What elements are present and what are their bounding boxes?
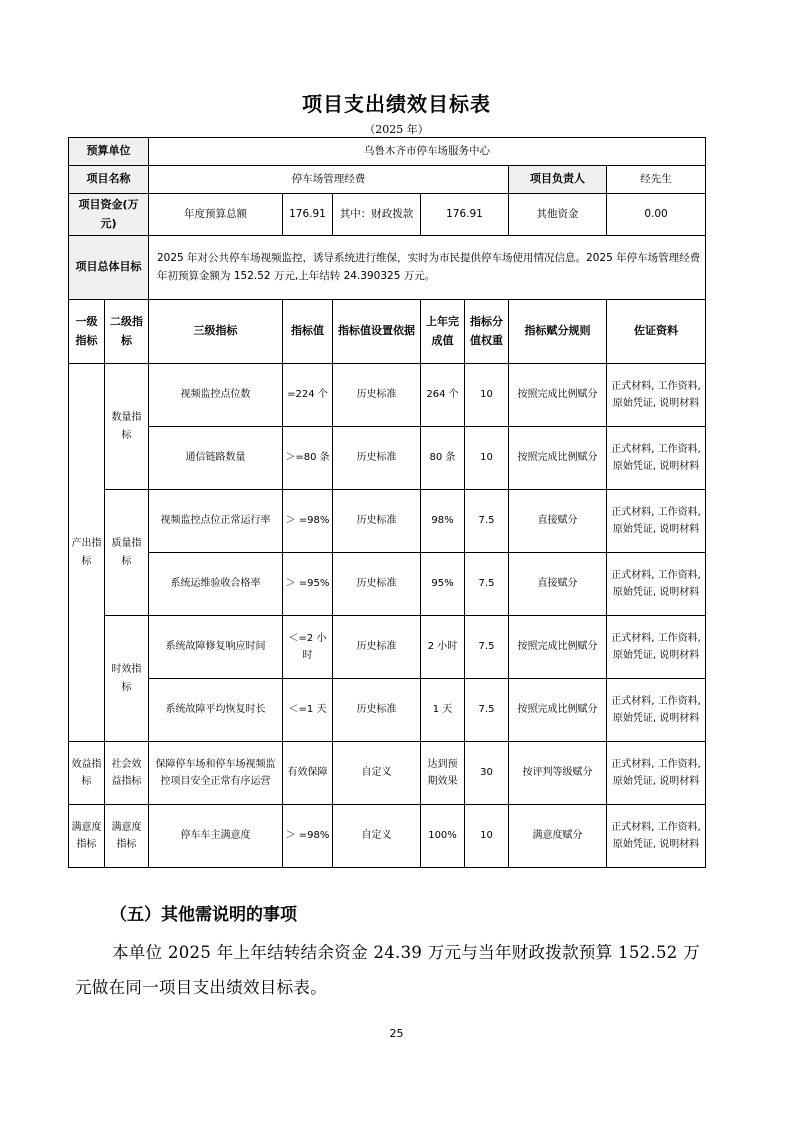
indicator-weight: 10 — [465, 427, 509, 490]
indicator-value: ＜=2 小时 — [283, 616, 333, 679]
indicator-basis: 历史标准 — [333, 616, 421, 679]
indicator-evidence: 正式材料, 工作资料, 原始凭证, 说明材料 — [607, 805, 706, 868]
indicator-evidence: 正式材料, 工作资料, 原始凭证, 说明材料 — [607, 679, 706, 742]
other-value: 0.00 — [607, 194, 706, 236]
page-title: 项目支出绩效目标表 — [302, 92, 491, 116]
indicator-weight: 7.5 — [465, 553, 509, 616]
indicator-evidence: 正式材料, 工作资料, 原始凭证, 说明材料 — [607, 490, 706, 553]
indicator-value: =224 个 — [283, 364, 333, 427]
indicator-value: ＜=1 天 — [283, 679, 333, 742]
indicator-basis: 历史标准 — [333, 427, 421, 490]
indicator-basis: 历史标准 — [333, 679, 421, 742]
table-row — [69, 805, 706, 868]
indicator-name: 系统故障平均恢复时长 — [149, 679, 283, 742]
table-row — [69, 679, 706, 742]
goal-text: 2025 年对公共停车场视频监控，诱导系统进行维保，实时为市民提供停车场使用情况信息。2025 年停车场管理经费年初预算金额为 152.52 万元,上年结转 24.390325 万元。 — [149, 236, 706, 300]
header-level1: 一级指标 — [69, 300, 105, 364]
indicator-basis: 自定义 — [333, 805, 421, 868]
indicator-rule: 按照完成比例赋分 — [509, 427, 607, 490]
indicator-value: ＞ =98% — [283, 490, 333, 553]
indicator-prev: 2 小时 — [421, 616, 465, 679]
funds-label: 项目资金(万元) — [69, 194, 149, 236]
unit-label: 预算单位 — [69, 138, 149, 166]
indicator-prev: 98% — [421, 490, 465, 553]
page-number: 25 — [389, 1027, 404, 1040]
group-timeliness: 时效指标 — [105, 616, 149, 742]
indicator-prev: 1 天 — [421, 679, 465, 742]
table-row — [69, 616, 706, 679]
indicator-name: 视频监控点位数 — [149, 364, 283, 427]
indicator-name: 系统运维验收合格率 — [149, 553, 283, 616]
group-output: 产出指标 — [69, 364, 105, 742]
indicator-weight: 10 — [465, 364, 509, 427]
indicator-name: 通信链路数量 — [149, 427, 283, 490]
header-weight: 指标分值权重 — [465, 300, 509, 364]
indicator-basis: 历史标准 — [333, 364, 421, 427]
annual-label: 年度预算总额 — [149, 194, 283, 236]
indicator-evidence: 正式材料, 工作资料, 原始凭证, 说明材料 — [607, 553, 706, 616]
indicator-weight: 7.5 — [465, 490, 509, 553]
indicator-prev: 264 个 — [421, 364, 465, 427]
indicator-prev: 达到预期效果 — [421, 742, 465, 805]
fiscal-value: 176.91 — [421, 194, 509, 236]
goal-label: 项目总体目标 — [69, 236, 149, 300]
indicator-name: 停车车主满意度 — [149, 805, 283, 868]
header-level3: 三级指标 — [149, 300, 283, 364]
group-quality: 质量指标 — [105, 490, 149, 616]
indicator-name: 保障停车场和停车场视频监控项目安全正常有序运营 — [149, 742, 283, 805]
indicator-value: ＞=80 条 — [283, 427, 333, 490]
indicator-weight: 7.5 — [465, 616, 509, 679]
body-paragraph: 本单位 2025 年上年结转结余资金 24.39 万元与当年财政拨款预算 152.52 万元做在同一项目支出绩效目标表。 — [75, 943, 700, 997]
indicator-basis: 自定义 — [333, 742, 421, 805]
indicator-weight: 7.5 — [465, 679, 509, 742]
manager-label: 项目负责人 — [509, 166, 607, 194]
indicator-evidence: 正式材料, 工作资料, 原始凭证, 说明材料 — [607, 742, 706, 805]
group-social: 社会效益指标 — [105, 742, 149, 805]
header-evidence: 佐证资料 — [607, 300, 706, 364]
indicator-evidence: 正式材料, 工作资料, 原始凭证, 说明材料 — [607, 427, 706, 490]
indicator-rule: 按评判等级赋分 — [509, 742, 607, 805]
table-row — [69, 490, 706, 553]
annual-value: 176.91 — [283, 194, 333, 236]
header-basis: 指标值设置依据 — [333, 300, 421, 364]
fiscal-label: 其中：财政拨款 — [333, 194, 421, 236]
indicator-basis: 历史标准 — [333, 553, 421, 616]
project-label: 项目名称 — [69, 166, 149, 194]
indicator-prev: 100% — [421, 805, 465, 868]
table-row — [69, 427, 706, 490]
indicator-name: 视频监控点位正常运行率 — [149, 490, 283, 553]
indicator-prev: 95% — [421, 553, 465, 616]
indicator-evidence: 正式材料, 工作资料, 原始凭证, 说明材料 — [607, 364, 706, 427]
indicator-value: ＞ =95% — [283, 553, 333, 616]
group-satisfaction: 满意度指标 — [69, 805, 105, 868]
indicator-value: ＞ =98% — [283, 805, 333, 868]
indicator-basis: 历史标准 — [333, 490, 421, 553]
indicator-prev: 80 条 — [421, 427, 465, 490]
header-prev: 上年完成值 — [421, 300, 465, 364]
indicator-rule: 按照完成比例赋分 — [509, 616, 607, 679]
other-label: 其他资金 — [509, 194, 607, 236]
indicator-weight: 10 — [465, 805, 509, 868]
indicator-rule: 按照完成比例赋分 — [509, 679, 607, 742]
group-quantity: 数量指标 — [105, 364, 149, 490]
manager-value: 经先生 — [607, 166, 706, 194]
table-row — [69, 364, 706, 427]
unit-value: 乌鲁木齐市停车场服务中心 — [149, 138, 706, 166]
indicator-rule: 直接赋分 — [509, 553, 607, 616]
year-label: （2025 年） — [364, 123, 429, 136]
group-satisfaction-sub: 满意度指标 — [105, 805, 149, 868]
indicator-rule: 满意度赋分 — [509, 805, 607, 868]
table-row — [69, 553, 706, 616]
indicator-rule: 直接赋分 — [509, 490, 607, 553]
header-rule: 指标赋分规则 — [509, 300, 607, 364]
header-level2: 二级指标 — [105, 300, 149, 364]
indicator-weight: 30 — [465, 742, 509, 805]
header-value: 指标值 — [283, 300, 333, 364]
indicator-value: 有效保障 — [283, 742, 333, 805]
indicator-evidence: 正式材料, 工作资料, 原始凭证, 说明材料 — [607, 616, 706, 679]
performance-table — [68, 137, 706, 868]
section-heading: （五）其他需说明的事项 — [110, 905, 297, 925]
indicator-rule: 按照完成比例赋分 — [509, 364, 607, 427]
project-value: 停车场管理经费 — [149, 166, 509, 194]
indicator-name: 系统故障修复响应时间 — [149, 616, 283, 679]
group-benefit: 效益指标 — [69, 742, 105, 805]
table-row — [69, 742, 706, 805]
